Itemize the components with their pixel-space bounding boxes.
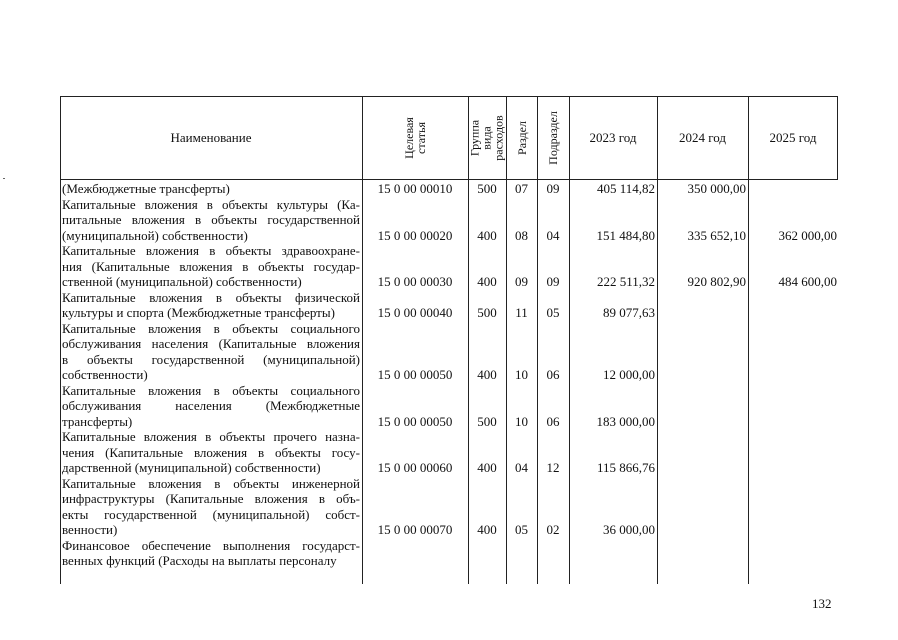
row-name — [62, 538, 360, 569]
row-value-2023: 89 077,63 — [603, 305, 655, 320]
row-name-line: Капитальные вложения в объекты прочего назна- — [62, 429, 360, 444]
row-name-line: дарственной (муниципальной) собственности) — [62, 460, 321, 475]
row-name-line: венных функций (Расходы на выплаты персоналу — [62, 553, 337, 568]
row-section: 09 — [515, 274, 528, 289]
row-expense-group: 400 — [477, 274, 497, 289]
row-target-article: 15 0 00 00020 — [377, 227, 453, 243]
row-target-article: 15 0 00 00010 — [377, 181, 453, 196]
row-subsection: 12 — [546, 460, 560, 475]
row-name-line: Капитальные вложения в объекты инженерной — [62, 475, 360, 491]
row-name-line: трансферты) — [62, 413, 133, 429]
row-name-line: ния (Капитальные вложения в объекты государ- — [62, 258, 360, 274]
table-row — [60, 197, 838, 244]
row-name-line: обслуживания населения (Межбюджетные — [62, 398, 360, 413]
table-row — [60, 181, 838, 197]
row-value-2023: 222 511,32 — [596, 274, 655, 289]
row-name-line: в объекты государственной (муниципальной) — [62, 351, 360, 367]
row-value-2025: 362 000,00 — [778, 227, 837, 243]
row-target-article: 15 0 00 00030 — [377, 274, 453, 289]
row-value-2023: 405 114,82 — [596, 181, 655, 196]
row-subsection: 02 — [546, 522, 560, 537]
row-value-2024: 350 000,00 — [687, 181, 746, 196]
row-name-line: питальные вложения в объекты государственной — [62, 212, 360, 227]
row-section: 10 — [515, 413, 528, 429]
header-target-article — [362, 96, 468, 179]
row-name-line: Капитальные вложения в объекты социального — [62, 382, 360, 398]
header-target-article-text: Целевая статья — [402, 116, 428, 159]
row-name-line: Капитальные вложения в объекты физической — [62, 289, 360, 305]
row-target-article: 15 0 00 00050 — [377, 413, 453, 429]
table-row — [60, 383, 838, 430]
header-section-text: Раздел — [514, 120, 529, 155]
row-value-2023: 115 866,76 — [596, 460, 655, 475]
table-row — [60, 290, 838, 321]
row-name-line: чения (Капитальные вложения в объекты госу- — [62, 444, 360, 460]
row-name — [62, 321, 360, 383]
row-name-line: (Межбюджетные трансферты) — [62, 181, 230, 196]
row-name-line: екты государственной (муниципальной) собст- — [62, 506, 360, 522]
row-name-line: Капитальные вложения в объекты социального — [62, 320, 360, 336]
header-2023: 2023 год — [589, 129, 637, 145]
header-name: Наименование — [170, 129, 252, 145]
row-name — [62, 181, 360, 197]
page-number: 132 — [812, 596, 832, 611]
row-name-line: венности) — [62, 522, 118, 537]
row-value-2025: 484 600,00 — [778, 274, 837, 289]
row-value-2023: 36 000,00 — [603, 522, 655, 537]
header-expense-group-text: Группа вида расходов — [468, 114, 506, 161]
row-value-2023: 183 000,00 — [596, 413, 655, 429]
header-2024: 2024 год — [679, 129, 726, 145]
row-name-line: обслуживания населения (Капитальные вложения — [62, 336, 360, 351]
header-subsection — [537, 96, 569, 179]
row-subsection: 09 — [546, 181, 560, 196]
row-subsection: 04 — [546, 227, 560, 243]
row-subsection: 09 — [546, 274, 560, 289]
row-name-line: инфраструктуры (Капитальные вложения в объ- — [62, 491, 360, 506]
row-name-line: собственности) — [62, 367, 148, 382]
row-expense-group: 500 — [477, 413, 497, 429]
row-section: 10 — [515, 367, 528, 382]
row-subsection: 06 — [546, 413, 560, 429]
row-expense-group: 500 — [477, 305, 497, 320]
table-row — [60, 321, 838, 383]
row-section: 04 — [515, 460, 528, 475]
row-section: 07 — [515, 181, 528, 196]
row-name-line: культуры и спорта (Межбюджетные трансферты) — [62, 305, 335, 320]
row-target-article: 15 0 00 00070 — [377, 522, 453, 537]
row-name — [62, 197, 360, 244]
row-name-line: Капитальные вложения в объекты культуры (Ка- — [62, 196, 360, 212]
budget-table — [60, 96, 838, 584]
table-row — [60, 476, 838, 538]
table-row — [60, 243, 838, 290]
row-name — [62, 383, 360, 430]
row-subsection: 05 — [546, 305, 560, 320]
row-value-2023: 151 484,80 — [596, 227, 655, 243]
header-divider — [60, 179, 838, 180]
row-name-line: (муниципальной) собственности) — [62, 227, 248, 243]
row-name — [62, 243, 360, 290]
row-value-2023: 12 000,00 — [603, 367, 655, 382]
row-expense-group: 400 — [477, 227, 497, 243]
row-expense-group: 400 — [477, 522, 497, 537]
table-row — [60, 429, 838, 476]
row-expense-group: 400 — [477, 460, 497, 475]
row-subsection: 06 — [546, 367, 560, 382]
row-name — [62, 429, 360, 476]
header-section — [506, 96, 537, 179]
row-value-2024: 920 802,90 — [687, 274, 746, 289]
row-value-2024: 335 652,10 — [687, 227, 746, 243]
row-section: 08 — [515, 227, 528, 243]
table-row — [60, 538, 838, 569]
row-expense-group: 500 — [477, 181, 497, 196]
row-section: 05 — [515, 522, 528, 537]
row-target-article: 15 0 00 00060 — [377, 460, 453, 475]
row-name-line: ственной (муниципальной) собственности) — [62, 274, 302, 289]
row-target-article: 15 0 00 00040 — [377, 305, 453, 320]
row-name — [62, 290, 360, 321]
row-section: 11 — [515, 305, 528, 320]
row-name-line: Капитальные вложения в объекты здравоохране- — [62, 243, 360, 258]
row-name — [62, 476, 360, 538]
row-name-line: Финансовое обеспечение выполнения государст- — [62, 537, 360, 553]
row-expense-group: 400 — [477, 367, 497, 382]
row-target-article: 15 0 00 00050 — [377, 367, 453, 382]
header-expense-group — [468, 96, 506, 179]
header-subsection-text: Подраздел — [546, 110, 561, 165]
scan-speck — [3, 178, 5, 179]
header-2025: 2025 год — [769, 129, 817, 145]
